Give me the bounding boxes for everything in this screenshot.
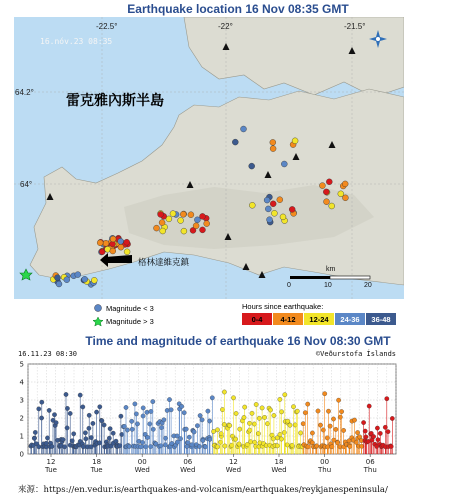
quake-point [257, 416, 261, 420]
quake-point [339, 409, 343, 413]
quake-point [334, 427, 338, 431]
x-tick-time: 00 [137, 458, 147, 466]
x-tick-day: Wed [180, 466, 196, 474]
quake-dot [181, 228, 187, 234]
quake-point [325, 436, 329, 440]
quake-dot [270, 146, 276, 152]
scale-tick: 10 [324, 282, 332, 289]
quake-point [293, 423, 297, 427]
quake-point [133, 402, 137, 406]
magnitude-time-chart [14, 360, 404, 480]
quake-point [159, 444, 163, 448]
x-tick-time: 18 [92, 458, 102, 466]
quake-point [316, 409, 320, 413]
chart-credit: ©Veðurstofa Íslands [315, 350, 396, 358]
quake-dot [110, 236, 116, 242]
quake-dot [338, 191, 344, 197]
quake-point [256, 431, 260, 435]
quake-point [140, 440, 144, 444]
x-tick-day: Wed [225, 466, 242, 474]
quake-point [98, 405, 102, 409]
quake-point [192, 430, 196, 434]
quake-point [247, 421, 251, 425]
quake-point [52, 413, 56, 417]
quake-point [65, 406, 69, 410]
quake-point [165, 408, 169, 412]
large-magnitude-star-icon [93, 317, 103, 326]
quake-point [134, 412, 138, 416]
quake-point [328, 424, 332, 428]
quake-point [162, 418, 166, 422]
quake-dot [103, 240, 109, 246]
quake-point [352, 418, 356, 422]
quake-point [348, 444, 352, 448]
quake-point [283, 393, 287, 397]
quake-point [376, 438, 380, 442]
quake-point [64, 392, 68, 396]
quake-point [145, 410, 149, 414]
quake-point [37, 407, 41, 411]
quake-point [331, 417, 335, 421]
quake-point [228, 423, 232, 427]
quake-point [145, 435, 149, 439]
quake-point [198, 413, 202, 417]
quake-point [363, 429, 367, 433]
quake-dot [277, 197, 283, 203]
quake-dot [270, 139, 276, 145]
map-timestamp: 16.nóv.23 08:35 [40, 37, 113, 46]
quake-point [250, 411, 254, 415]
quake-point [135, 422, 139, 426]
quake-dot [326, 179, 332, 185]
quake-point [65, 426, 69, 430]
quake-point [303, 411, 307, 415]
quake-dot [241, 126, 247, 132]
quake-dot [64, 277, 70, 283]
legend-small-label: Magnitude < 3 [106, 304, 154, 313]
quake-point [375, 426, 379, 430]
quake-point [223, 444, 227, 448]
quake-dot [232, 139, 238, 145]
lon-label: -22° [218, 22, 233, 31]
quake-point [81, 405, 85, 409]
small-magnitude-dot-icon [95, 305, 102, 312]
quake-dot [158, 211, 164, 217]
quake-dot [249, 163, 255, 169]
y-tick-label: 1 [19, 432, 24, 441]
quake-point [125, 428, 129, 432]
quake-point [201, 438, 205, 442]
quake-dot [193, 223, 199, 229]
quake-point [83, 431, 87, 435]
quake-point [203, 445, 207, 449]
legend-large-label: Magnitude > 3 [106, 317, 154, 326]
quake-dot [319, 183, 325, 189]
quake-dot [97, 240, 103, 246]
quake-point [254, 402, 258, 406]
quake-point [385, 397, 389, 401]
quake-point [47, 408, 51, 412]
legend-bin-label: 4-12 [280, 315, 296, 324]
quake-dot [160, 228, 166, 234]
y-tick-label: 0 [19, 450, 24, 459]
quake-point [32, 436, 36, 440]
quake-point [130, 427, 134, 431]
x-tick-day: Tue [90, 466, 103, 474]
quake-point [218, 440, 222, 444]
quake-dot [110, 248, 116, 254]
quake-point [167, 397, 171, 401]
quake-dot [188, 212, 194, 218]
quake-point [323, 392, 327, 396]
quake-point [367, 404, 371, 408]
quake-point [231, 396, 235, 400]
quake-dot [204, 221, 210, 227]
y-tick-label: 5 [19, 360, 24, 369]
quake-dot [200, 227, 206, 233]
quake-point [291, 405, 295, 409]
legend-bin-label: 0-4 [251, 315, 263, 324]
quake-point [301, 422, 305, 426]
quake-point [335, 441, 339, 445]
quake-point [107, 436, 111, 440]
y-tick-label: 2 [19, 414, 24, 423]
quake-dot [82, 276, 88, 282]
quake-point [243, 405, 247, 409]
quake-point [306, 445, 310, 449]
lon-label: -22.5° [96, 22, 118, 31]
lat-label: 64° [20, 180, 33, 189]
quake-dot [200, 213, 206, 219]
quake-point [184, 427, 188, 431]
quake-point [187, 435, 191, 439]
x-tick-time: 06 [365, 458, 375, 466]
x-tick-day: Wed [134, 466, 150, 474]
peninsula-label: 雷克雅內斯半島 [66, 93, 164, 109]
quake-point [208, 437, 212, 441]
map-title: Earthquake location 16 Nov 08:35 GMT [127, 2, 349, 16]
quake-dot [249, 202, 255, 208]
x-tick-time: 12 [228, 458, 238, 466]
quake-point [207, 419, 211, 423]
quake-point [389, 444, 393, 448]
quake-point [278, 397, 282, 401]
quake-point [119, 414, 123, 418]
lat-label: 64.2° [15, 88, 34, 97]
quake-point [111, 431, 115, 435]
quake-point [260, 406, 264, 410]
x-tick-day: Wed [271, 466, 287, 474]
quake-dot [271, 210, 277, 216]
quake-point [100, 419, 104, 423]
quake-point [206, 409, 210, 413]
legend-bin-label: 12-24 [309, 315, 329, 324]
quake-dot [264, 197, 270, 203]
scale-unit: km [326, 266, 336, 273]
quake-point [33, 430, 37, 434]
quake-dot [124, 239, 130, 245]
legend-bin-label: 36-48 [371, 315, 391, 324]
quake-dot [159, 220, 165, 226]
map-legend [14, 300, 404, 330]
quake-dot [329, 203, 335, 209]
quake-point [288, 423, 292, 427]
quake-point [310, 431, 314, 435]
quake-point [54, 421, 58, 425]
source-citation: 來源：https://en.vedur.is/earthquakes-and-volcanism/earthquakes/reykjanespeninsula/ [18, 485, 388, 495]
quake-point [102, 423, 106, 427]
quake-dot [170, 211, 176, 217]
quake-point [268, 408, 272, 412]
quake-point [306, 402, 310, 406]
x-tick-time: 12 [46, 458, 56, 466]
quake-point [242, 415, 246, 419]
quake-point [364, 435, 368, 439]
quake-dot [323, 189, 329, 195]
quake-point [108, 427, 112, 431]
quake-point [286, 419, 290, 423]
quake-point [222, 422, 226, 426]
quake-point [238, 427, 242, 431]
scale-tick: 20 [364, 282, 372, 289]
quake-point [124, 405, 128, 409]
quake-point [195, 424, 199, 428]
town-label: 格林達維克鎮 [138, 258, 190, 268]
quake-point [94, 410, 98, 414]
quake-dot [118, 238, 124, 244]
legend-hours-title: Hours since earthquake: [242, 302, 324, 311]
quake-point [272, 413, 276, 417]
quake-point [91, 421, 95, 425]
lon-label: -21.5° [344, 22, 366, 31]
quake-point [130, 419, 134, 423]
quake-point [355, 430, 359, 434]
quake-point [148, 422, 152, 426]
quake-point [378, 431, 382, 435]
quake-point [262, 415, 266, 419]
quake-point [295, 409, 299, 413]
quake-point [87, 413, 91, 417]
quake-point [72, 432, 76, 436]
x-tick-day: Thu [318, 466, 332, 474]
quake-point [169, 408, 173, 412]
quake-point [40, 400, 44, 404]
quake-point [197, 444, 201, 448]
x-tick-day: Tue [45, 466, 57, 474]
quake-point [211, 429, 215, 433]
legend-bins [242, 313, 396, 325]
quake-point [127, 444, 131, 448]
quake-point [151, 399, 155, 403]
quake-dot [194, 217, 200, 223]
quake-point [360, 444, 364, 448]
quake-point [182, 411, 186, 415]
quake-dot [281, 161, 287, 167]
quake-point [149, 409, 153, 413]
chart-title: Time and magnitude of earthquake 16 Nov 08:30 GMT [85, 334, 391, 348]
quake-dot [55, 275, 61, 281]
quake-point [390, 416, 394, 420]
quake-point [341, 428, 345, 432]
y-tick-label: 4 [19, 378, 24, 387]
quake-dot [56, 281, 62, 287]
quake-point [233, 437, 237, 441]
chart-timestamp: 16.11.23 08:30 [18, 350, 78, 358]
x-tick-time: 06 [183, 458, 193, 466]
quake-point [215, 428, 219, 432]
quake-dot [265, 206, 271, 212]
quake-dot [280, 214, 286, 220]
quake-dot [124, 249, 130, 255]
x-tick-time: 00 [320, 458, 330, 466]
quake-point [326, 409, 330, 413]
quake-point [81, 445, 85, 449]
quake-point [234, 411, 238, 415]
quake-point [220, 407, 224, 411]
quake-point [180, 404, 184, 408]
quake-point [210, 396, 214, 400]
quake-point [361, 420, 365, 424]
y-tick-label: 3 [19, 396, 24, 405]
quake-dot [342, 181, 348, 187]
quake-dot [91, 277, 97, 283]
quake-point [37, 445, 41, 449]
quake-point [318, 423, 322, 427]
quake-dot [289, 206, 295, 212]
quake-point [118, 444, 122, 448]
x-tick-time: 18 [274, 458, 284, 466]
quake-point [68, 411, 72, 415]
quake-point [222, 390, 226, 394]
quake-point [279, 437, 283, 441]
quake-point [61, 437, 65, 441]
quake-dot [180, 211, 186, 217]
scale-tick: 0 [287, 282, 291, 289]
quake-point [50, 444, 54, 448]
x-tick-day: Thu [363, 466, 377, 474]
quake-point [271, 437, 275, 441]
quake-point [237, 442, 241, 446]
quake-dot [154, 225, 160, 231]
quake-point [336, 398, 340, 402]
quake-point [282, 430, 286, 434]
quake-point [151, 427, 155, 431]
quake-point [84, 437, 88, 441]
quake-point [200, 418, 204, 422]
quake-point [285, 443, 289, 447]
legend-bin-label: 24-36 [340, 315, 360, 324]
quake-point [298, 431, 302, 435]
quake-point [371, 434, 375, 438]
quake-point [310, 441, 314, 445]
quake-dot [270, 201, 276, 207]
quake-dot [267, 217, 273, 223]
quake-point [178, 437, 182, 441]
quake-point [275, 444, 279, 448]
quake-dot [292, 138, 298, 144]
quake-point [386, 430, 390, 434]
quake-dot [118, 244, 124, 250]
quake-point [279, 410, 283, 414]
quake-point [78, 393, 82, 397]
quake-point [159, 425, 163, 429]
quake-dot [75, 272, 81, 278]
quake-point [141, 406, 145, 410]
earthquake-map [14, 17, 404, 299]
quake-dot [324, 199, 330, 205]
quake-dot [178, 218, 184, 224]
